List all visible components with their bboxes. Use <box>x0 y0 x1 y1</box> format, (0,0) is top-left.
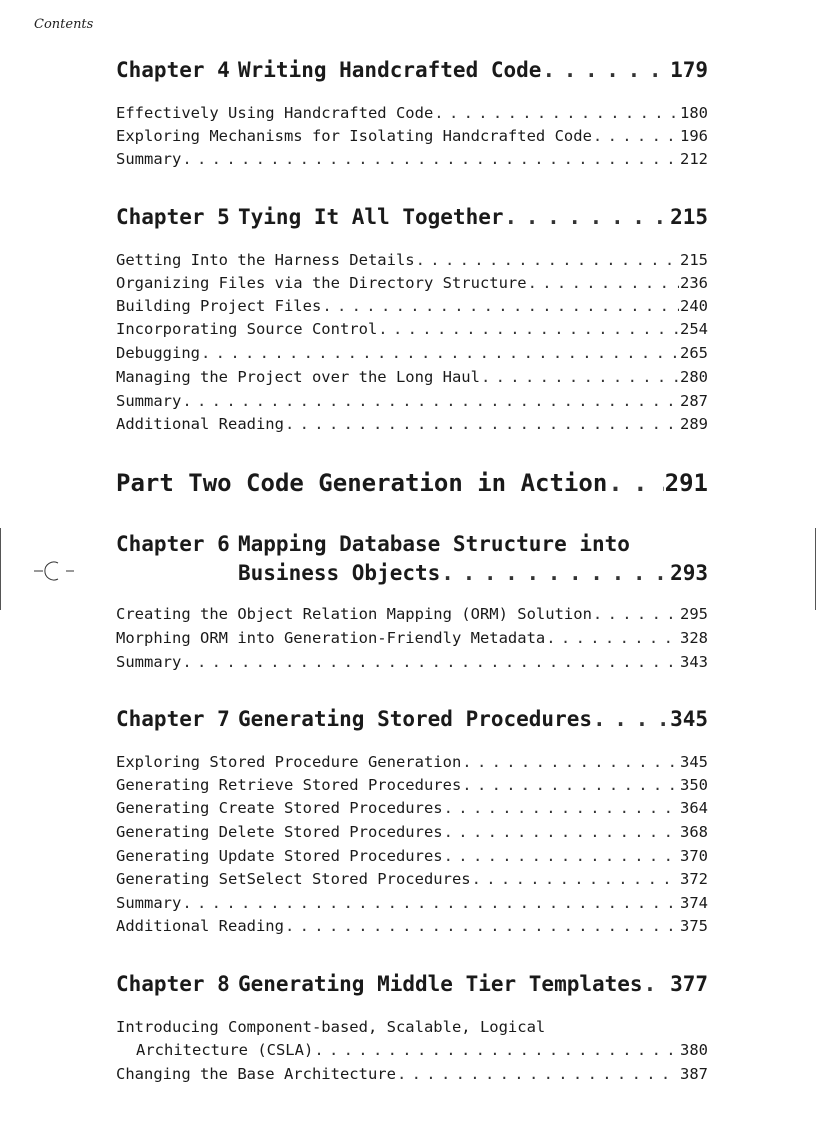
page-number: 215 <box>680 251 708 269</box>
chapter-title: Generating Stored Procedures <box>238 707 593 731</box>
part-heading[interactable] <box>116 469 708 497</box>
entry-title: Creating the Object Relation Mapping (ORM) Solution <box>116 605 592 623</box>
entry-title: Managing the Project over the Long Haul <box>116 368 480 386</box>
page-number: 375 <box>680 917 708 935</box>
page-number: 240 <box>680 297 708 315</box>
dot-leader <box>593 127 679 145</box>
chapter-heading[interactable] <box>116 972 708 996</box>
chapter-heading[interactable] <box>116 58 708 82</box>
page-number: 212 <box>680 150 708 168</box>
page-number: 328 <box>680 629 708 647</box>
toc-entry[interactable] <box>116 823 708 841</box>
chapter-title: Business Objects <box>238 561 441 585</box>
dot-leader <box>505 205 670 229</box>
entry-title: Introducing Component-based, Scalable, Logical <box>116 1018 546 1036</box>
page-number: 370 <box>680 847 708 865</box>
toc-entry[interactable] <box>116 297 708 315</box>
dot-leader <box>444 799 679 817</box>
chapter-heading[interactable] <box>116 205 708 229</box>
toc-entry[interactable] <box>116 629 708 647</box>
entry-title: Getting Into the Harness Details <box>116 251 415 269</box>
entry-title: Summary <box>116 653 182 671</box>
toc-entry[interactable] <box>116 1065 708 1083</box>
toc-entry[interactable] <box>116 320 708 338</box>
dot-leader <box>593 707 669 731</box>
entry-title: Summary <box>116 150 182 168</box>
page-number: 291 <box>664 469 708 497</box>
dot-leader <box>444 823 679 841</box>
entry-title: Effectively Using Handcrafted Code <box>116 104 434 122</box>
entry-title: Architecture (CSLA) <box>136 1041 314 1059</box>
dot-leader <box>285 917 679 935</box>
dot-leader <box>472 870 679 888</box>
registration-mark-icon <box>30 556 80 586</box>
page-number: 380 <box>680 1041 708 1059</box>
chapter-number: Chapter 7 <box>116 707 230 731</box>
toc-entry[interactable] <box>116 104 708 122</box>
entry-title: Generating Delete Stored Procedures <box>116 823 443 841</box>
page-number: 377 <box>670 972 708 996</box>
toc-entry[interactable] <box>116 392 708 410</box>
dot-leader <box>434 104 679 122</box>
crop-line-left <box>0 528 1 610</box>
dot-leader <box>397 1065 679 1083</box>
chapter-title: Writing Handcrafted Code <box>238 58 542 82</box>
page-number: 374 <box>680 894 708 912</box>
page-number: 265 <box>680 344 708 362</box>
dot-leader <box>462 753 679 771</box>
dot-leader <box>182 392 679 410</box>
dot-leader <box>528 274 679 292</box>
dot-leader <box>416 251 679 269</box>
toc-entry[interactable] <box>116 127 708 145</box>
page-number: 180 <box>680 104 708 122</box>
toc-entry[interactable] <box>116 847 708 865</box>
entry-title: Generating Update Stored Procedures <box>116 847 443 865</box>
chapter-heading-continued[interactable] <box>116 561 708 585</box>
page-number: 350 <box>680 776 708 794</box>
dot-leader <box>444 847 679 865</box>
entry-title: Additional Reading <box>116 415 284 433</box>
dot-leader <box>441 561 669 585</box>
toc-entry[interactable] <box>116 368 708 386</box>
page-number: 289 <box>680 415 708 433</box>
dot-leader <box>462 776 679 794</box>
dot-leader <box>644 972 669 996</box>
page-number: 293 <box>670 561 708 585</box>
page-number: 387 <box>680 1065 708 1083</box>
chapter-number: Chapter 4 <box>116 58 230 82</box>
page-number: 254 <box>680 320 708 338</box>
dot-leader <box>182 894 679 912</box>
toc-entry[interactable] <box>116 1018 708 1036</box>
entry-title: Summary <box>116 894 182 912</box>
page-number: 343 <box>680 653 708 671</box>
toc-entry[interactable] <box>116 776 708 794</box>
dot-leader <box>182 653 679 671</box>
dot-leader <box>481 368 679 386</box>
chapter-number: Chapter 5 <box>116 205 230 229</box>
entry-title: Debugging <box>116 344 200 362</box>
chapter-number: Chapter 6 <box>116 532 230 556</box>
toc-entry[interactable] <box>116 894 708 912</box>
page-number: 364 <box>680 799 708 817</box>
entry-title: Additional Reading <box>116 917 284 935</box>
dot-leader <box>378 320 679 338</box>
page-number: 345 <box>680 753 708 771</box>
page-number: 372 <box>680 870 708 888</box>
toc-entry[interactable] <box>116 917 708 935</box>
toc-entry-continued[interactable] <box>116 1041 708 1059</box>
page-number: 179 <box>670 58 708 82</box>
toc-entry[interactable] <box>116 870 708 888</box>
page-number: 236 <box>680 274 708 292</box>
toc-entry[interactable] <box>116 344 708 362</box>
dot-leader <box>314 1041 679 1059</box>
page-number: 215 <box>670 205 708 229</box>
running-head: Contents <box>34 17 94 32</box>
entry-title: Exploring Stored Procedure Generation <box>116 753 462 771</box>
toc-entry[interactable] <box>116 605 708 623</box>
dot-leader <box>201 344 679 362</box>
page-number: 345 <box>670 707 708 731</box>
toc-entry[interactable] <box>116 274 708 292</box>
toc-entry[interactable] <box>116 415 708 433</box>
dot-leader <box>546 629 679 647</box>
entry-title: Building Project Files <box>116 297 322 315</box>
chapter-title: Mapping Database Structure into <box>238 532 630 556</box>
chapter-heading[interactable] <box>116 532 708 556</box>
dot-leader <box>182 150 679 168</box>
chapter-heading[interactable] <box>116 707 708 731</box>
toc-entry[interactable] <box>116 753 708 771</box>
page-number: 368 <box>680 823 708 841</box>
dot-leader <box>322 297 679 315</box>
entry-title: Summary <box>116 392 182 410</box>
toc-entry[interactable] <box>116 799 708 817</box>
page-number: 280 <box>680 368 708 386</box>
entry-title: Exploring Mechanisms for Isolating Handcrafted Code <box>116 127 592 145</box>
entry-title: Incorporating Source Control <box>116 320 378 338</box>
chapter-number: Chapter 8 <box>116 972 230 996</box>
page-number: 196 <box>680 127 708 145</box>
chapter-title: Generating Middle Tier Templates <box>238 972 643 996</box>
dot-leader <box>542 58 669 82</box>
toc-entry[interactable] <box>116 150 708 168</box>
entry-title: Changing the Base Architecture <box>116 1065 396 1083</box>
part-title: Part Two Code Generation in Action <box>116 469 608 497</box>
entry-title: Organizing Files via the Directory Structure <box>116 274 527 292</box>
entry-title: Generating Create Stored Procedures <box>116 799 443 817</box>
entry-title: Generating SetSelect Stored Procedures <box>116 870 471 888</box>
toc-entry[interactable] <box>116 653 708 671</box>
dot-leader <box>593 605 679 623</box>
chapter-title: Tying It All Together <box>238 205 504 229</box>
dot-leader <box>608 469 663 497</box>
page-number: 295 <box>680 605 708 623</box>
dot-leader <box>285 415 679 433</box>
toc-entry[interactable] <box>116 251 708 269</box>
entry-title: Morphing ORM into Generation-Friendly Metadata <box>116 629 546 647</box>
page-number: 287 <box>680 392 708 410</box>
entry-title: Generating Retrieve Stored Procedures <box>116 776 462 794</box>
